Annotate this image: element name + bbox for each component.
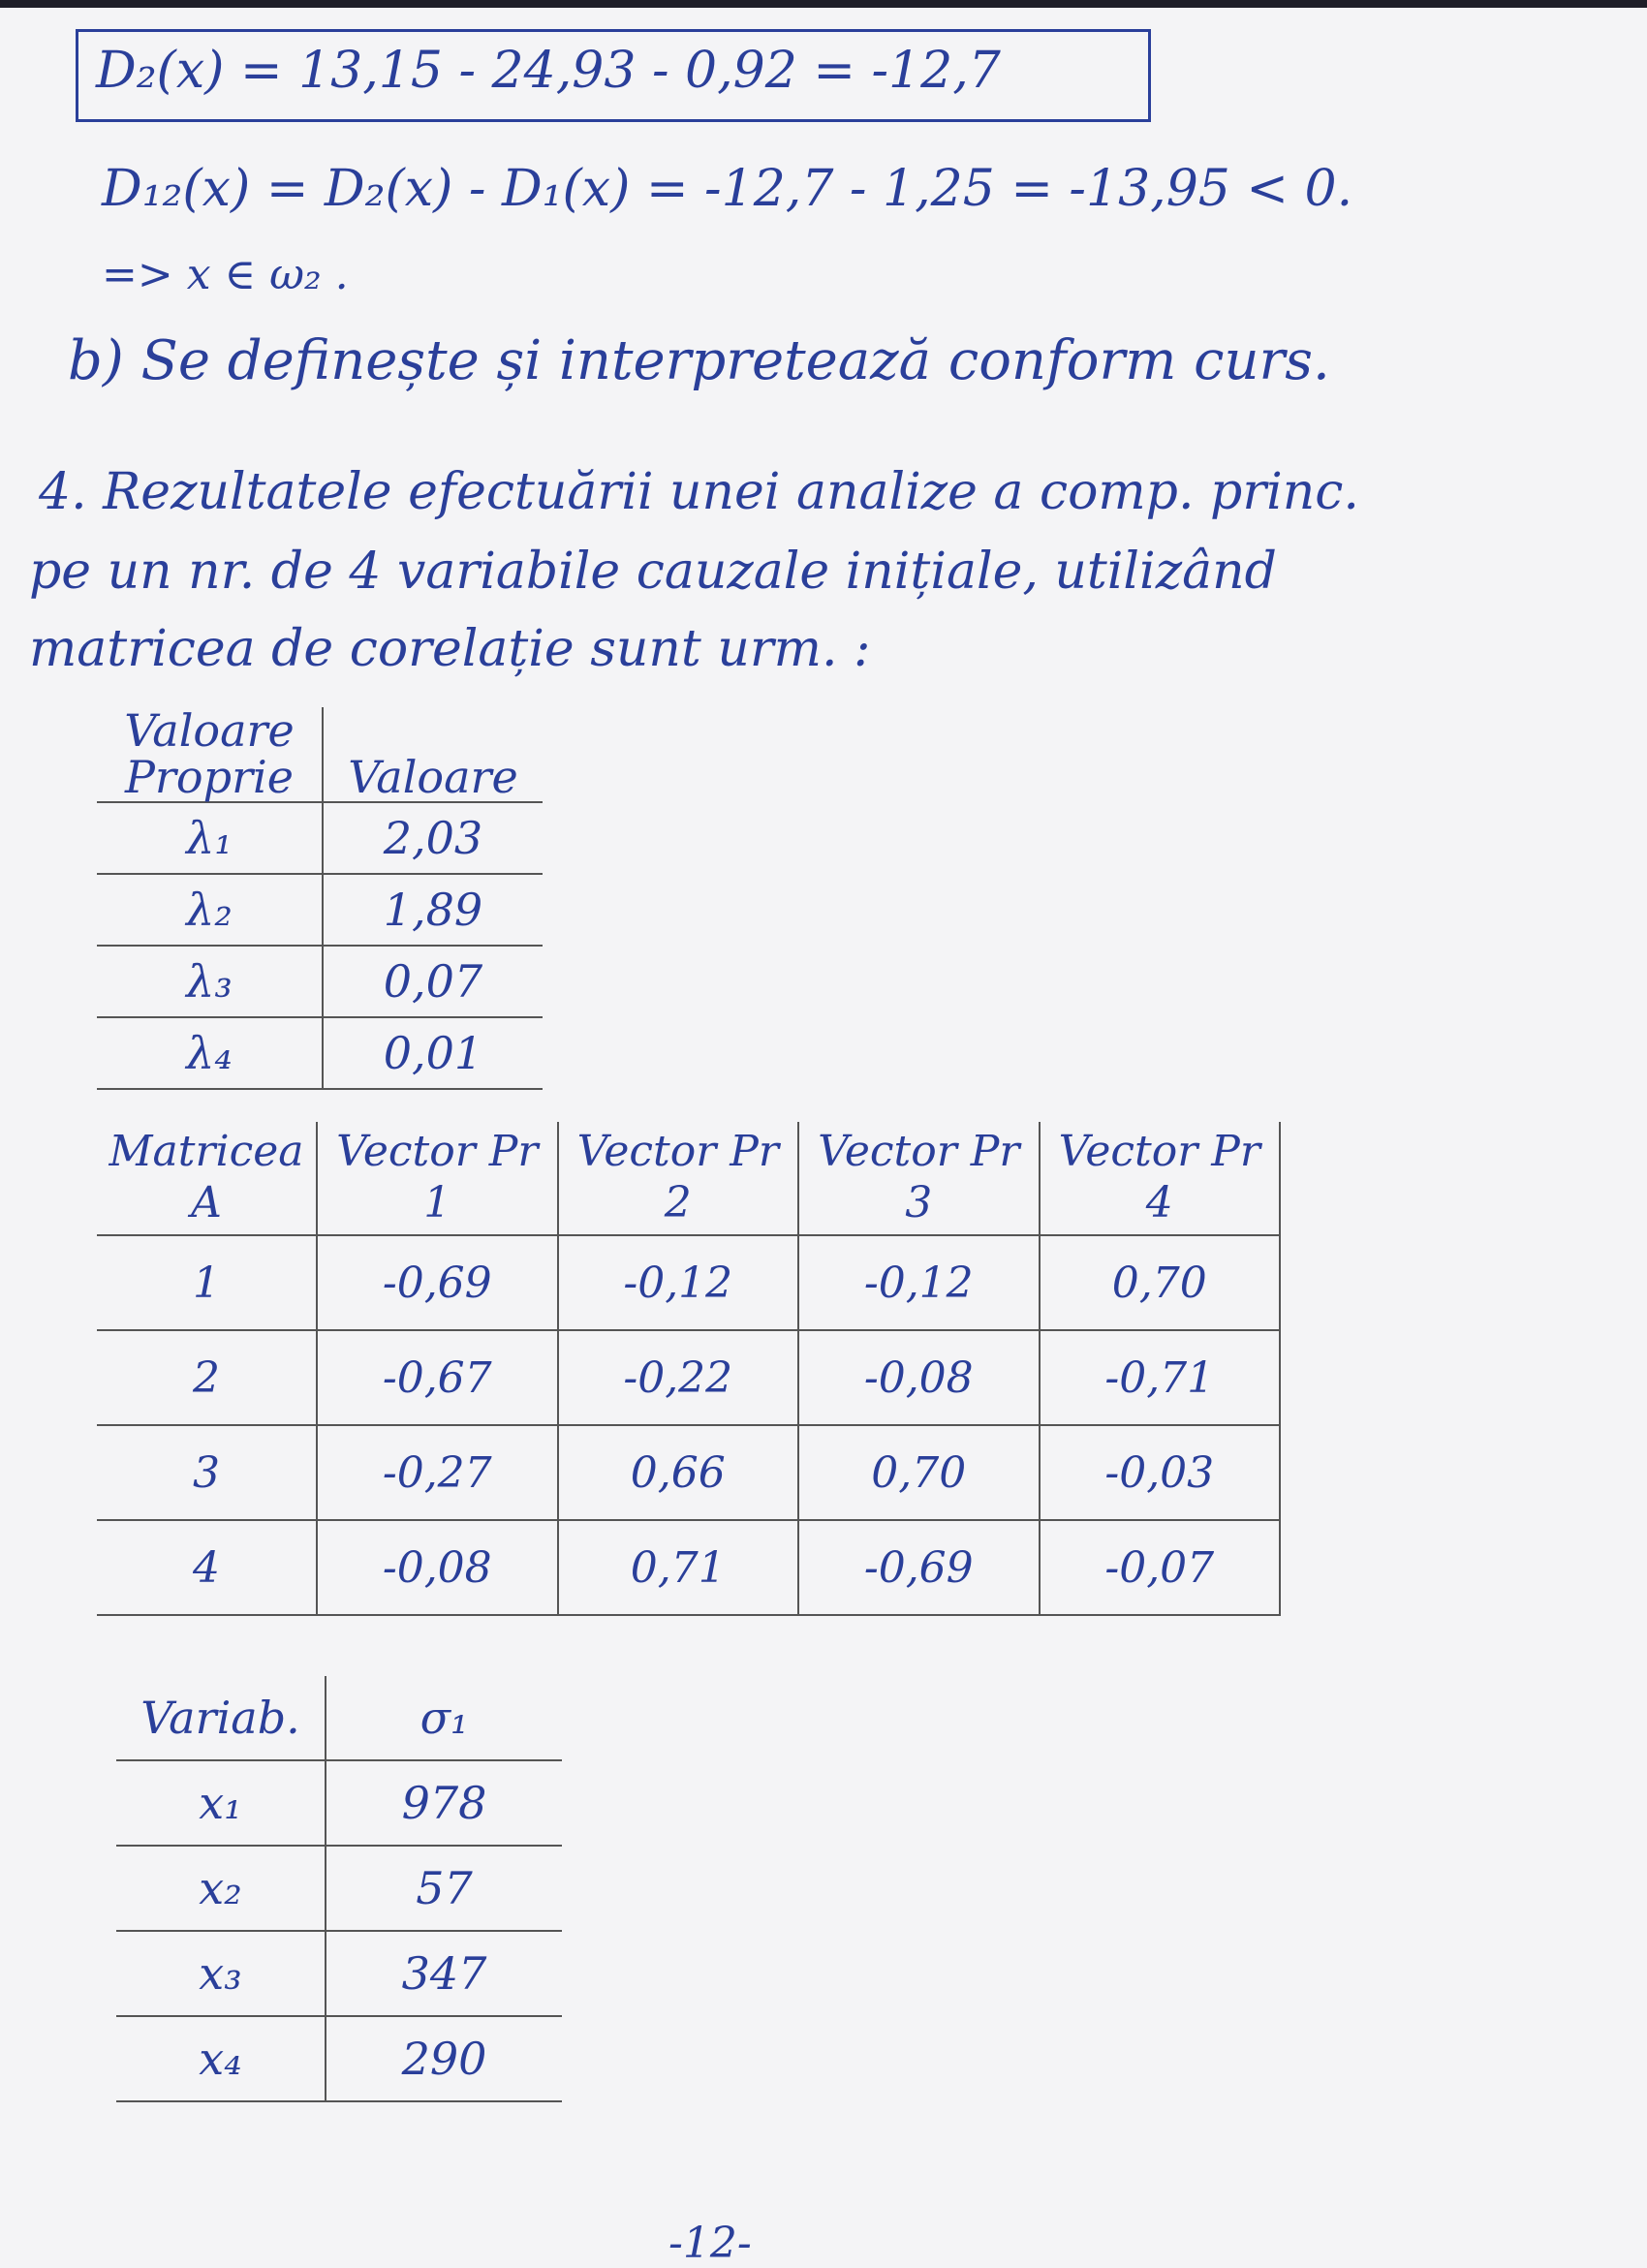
table-cell: 2,03 <box>323 802 543 874</box>
table-header-row <box>97 707 543 802</box>
table-cell: -0,08 <box>317 1520 558 1615</box>
table-cell: 4 <box>97 1520 317 1615</box>
part-b-line: b) Se definește și interpretează conform curs. <box>68 329 1330 392</box>
table-cell: -0,27 <box>317 1425 558 1520</box>
column-header: Valoare Proprie <box>97 707 323 802</box>
table-cell: 0,70 <box>798 1425 1040 1520</box>
table-cell: -0,08 <box>798 1330 1040 1425</box>
scan-edge-line <box>0 0 1647 8</box>
table-cell: 0,07 <box>323 946 543 1017</box>
table-row <box>97 874 543 946</box>
table-row <box>97 1330 1280 1425</box>
table-cell: -0,03 <box>1040 1425 1281 1520</box>
column-header: σ₁ <box>326 1676 562 1760</box>
column-header: Vector Pr 3 <box>798 1122 1040 1235</box>
column-header: Valoare <box>323 707 543 802</box>
table-header-row <box>97 1122 1280 1235</box>
page-number: -12- <box>668 2219 752 2268</box>
table-cell: -0,12 <box>558 1235 799 1330</box>
table-cell: x₁ <box>116 1760 326 1846</box>
table-cell: λ₄ <box>97 1017 323 1089</box>
table-cell: -0,07 <box>1040 1520 1281 1615</box>
d12-equation: D₁₂(x) = D₂(x) - D₁(x) = -12,7 - 1,25 = -13,95 < 0. <box>102 160 1353 218</box>
table-cell: -0,69 <box>798 1520 1040 1615</box>
problem4-line3: matricea de corelație sunt urm. : <box>29 620 871 678</box>
table-row <box>97 1425 1280 1520</box>
table-cell: 2 <box>97 1330 317 1425</box>
table-cell: -0,12 <box>798 1235 1040 1330</box>
eigenvalues-table <box>97 704 543 1090</box>
table-cell: x₂ <box>116 1846 326 1931</box>
problem4-line1: 4. Rezultatele efectuării unei analize a comp. princ. <box>39 463 1359 521</box>
table-cell: -0,71 <box>1040 1330 1281 1425</box>
table-row <box>116 1846 562 1931</box>
table-row <box>97 1520 1280 1615</box>
table-cell: 1 <box>97 1235 317 1330</box>
table-cell: 0,01 <box>323 1017 543 1089</box>
table-cell: λ₂ <box>97 874 323 946</box>
eigenvectors-table <box>97 1122 1281 1616</box>
table-row <box>97 946 543 1017</box>
table-cell: 3 <box>97 1425 317 1520</box>
conclusion-line: => x ∈ ω₂ . <box>102 250 349 299</box>
table-row <box>116 1931 562 2016</box>
column-header: Vector Pr 4 <box>1040 1122 1281 1235</box>
table-header-row <box>116 1676 562 1760</box>
column-header: Variab. <box>116 1676 326 1760</box>
table-cell: -0,67 <box>317 1330 558 1425</box>
table-row <box>97 802 543 874</box>
table-cell: 347 <box>326 1931 562 2016</box>
boxed-equation-frame <box>76 29 1151 122</box>
table-cell: x₄ <box>116 2016 326 2101</box>
table-row <box>116 1760 562 1846</box>
table-cell: 57 <box>326 1846 562 1931</box>
problem4-line2: pe un nr. de 4 variabile cauzale inițiale, utilizând <box>29 543 1277 601</box>
table-cell: 978 <box>326 1760 562 1846</box>
table-cell: -0,22 <box>558 1330 799 1425</box>
column-header: Vector Pr 1 <box>317 1122 558 1235</box>
column-header: Vector Pr 2 <box>558 1122 799 1235</box>
table-row <box>97 1017 543 1089</box>
table-row <box>116 2016 562 2101</box>
variables-table <box>116 1676 562 2102</box>
table-cell: -0,69 <box>317 1235 558 1330</box>
table-cell: λ₃ <box>97 946 323 1017</box>
table-cell: 0,66 <box>558 1425 799 1520</box>
table-cell: 0,71 <box>558 1520 799 1615</box>
column-header: Matricea A <box>97 1122 317 1235</box>
table-cell: λ₁ <box>97 802 323 874</box>
table-cell: 0,70 <box>1040 1235 1281 1330</box>
table-cell: 1,89 <box>323 874 543 946</box>
table-cell: 290 <box>326 2016 562 2101</box>
table-cell: x₃ <box>116 1931 326 2016</box>
table-row <box>97 1235 1280 1330</box>
boxed-equation: D₂(x) = 13,15 - 24,93 - 0,92 = -12,7 <box>96 42 1001 100</box>
